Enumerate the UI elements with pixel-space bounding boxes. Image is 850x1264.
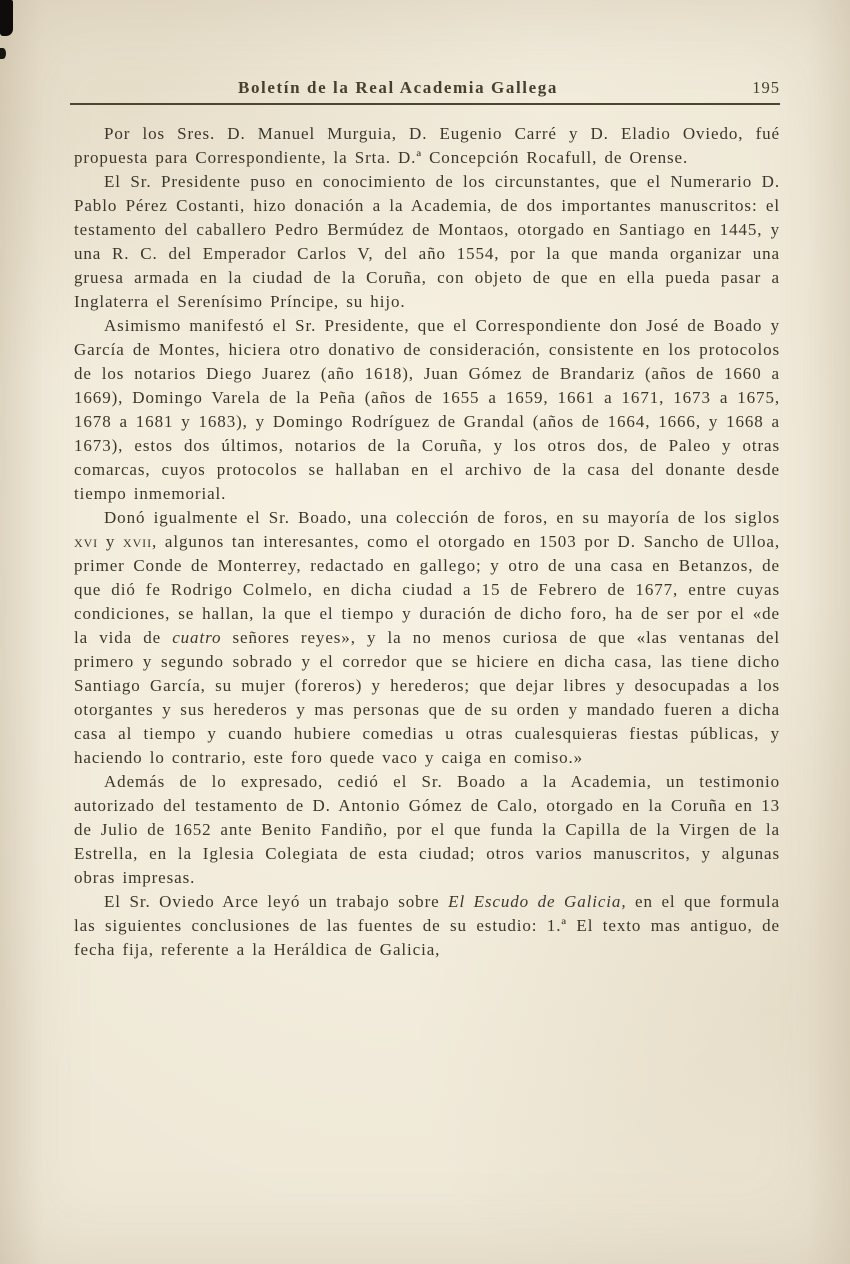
journal-title: Boletín de la Real Academia Gallega [238,78,558,97]
header-rule [70,103,780,105]
paragraph-1 [74,122,780,170]
paragraph-4 [74,506,780,770]
text-segment: El Sr. Presidente puso en conocimiento de los circunstantes, que el Numerario D. Pablo Pérez Costanti, hizo donación a la Academia, de dos importantes manuscritos: el testamento del caballero Pedro Bermúdez de Montaos, otorgado en Santiago en 1445, y una R. C. del Emperador Carlos V, del año 1554, por la que manda organizar una gruesa armada en la ciudad de la Coruña, con objeto de que en ella pueda pasar a Inglaterra el Serenísimo Príncipe, su hijo. [74,172,780,311]
text-segment-smallcaps: xvii [123,532,152,551]
scan-speck [0,48,6,59]
paragraph-6 [74,890,780,962]
page-body [74,122,780,962]
page-number: 195 [752,78,780,97]
text-segment-italic: cuatro [172,628,222,647]
page-header [74,78,780,98]
text-segment: Por los Sres. D. Manuel Murguia, D. Eugenio Carré y D. Eladio Oviedo, fué propuesta para Correspondiente, la Srta. D.ª Concepción Rocafull, de Orense. [74,124,780,167]
text-segment: El Sr. Oviedo Arce leyó un trabajo sobre [104,892,449,911]
paragraph-2 [74,170,780,314]
text-segment: Donó igualmente el Sr. Boado, una colección de foros, en su mayoría de los siglos [104,508,780,527]
text-segment-smallcaps: xvi [74,532,99,551]
text-segment: , algunos tan interesantes, como el otorgado en 1503 por D. Sancho de Ulloa, primer Conde de Monterrey, redactado en gallego; y otro de una casa en Betanzos, de que dió fe Rodrigo Colmelo, en dicha ciudad a 15 de Febrero de 1677, entre cuyas condiciones, se hallan, la que el tiempo y duración de dicho foro, ha de ser por el «de la vida de [74,532,780,647]
text-segment: Asimismo manifestó el Sr. Presidente, que el Correspondiente don José de Boado y García de Montes, hiciera otro donativo de consideración, consistente en los protocolos de los notarios Diego Juarez (año 1618), Juan Gómez de Brandariz (años de 1660 a 1669), Domingo Varela de la Peña (años de 1655 a 1659, 1661 a 1671, 1673 a 1675, 1678 a 1681 y 1683), y Domingo Rodríguez de Grandal (años de 1664, 1666, y 1668 a 1673), estos dos últimos, notarios de la Coruña, y los otros dos, de Paleo y otras comarcas, cuyos protocolos se hallaban en el archivo de la casa del donante desde tiempo inmemorial. [74,316,780,503]
text-segment: en el que formula las siguientes conclusiones de las fuentes de su estudio: 1.ª El texto mas antiguo, de fecha fija, referente a la Heráldica de Galicia, [74,892,780,959]
scan-binding-artifact [0,0,13,36]
text-segment: Además de lo expresado, cedió el Sr. Boado a la Academia, un testimonio autorizado del testamento de D. Antonio Gómez de Calo, otorgado en la Coruña en 13 de Julio de 1652 ante Benito Fandiño, por el que funda la Capilla de la Virgen de la Estrella, en la Iglesia Colegiata de esta ciudad; otros varios manuscritos, y algunas obras impresas. [74,772,780,887]
text-segment: y [98,532,124,551]
paragraph-5 [74,770,780,890]
text-segment: señores reyes», y la no menos curiosa de que «las ventanas del primero y segundo sobrado y el corredor que se hiciere en dicha casa, las tiene dicho Santiago García, su mujer (foreros) y herederos; que dejar libres y desocupadas a los otorgantes y sus herederos y mas personas que de su orden y mandado fueren a dicha casa al tiempo y cuando hubiere comedias u otras cualesquieras fiestas públicas, y haciendo lo contrario, este foro quede vaco y caiga en comiso.» [74,628,780,767]
text-segment-italic: El Escudo de Galicia, [448,892,627,911]
paragraph-3 [74,314,780,506]
